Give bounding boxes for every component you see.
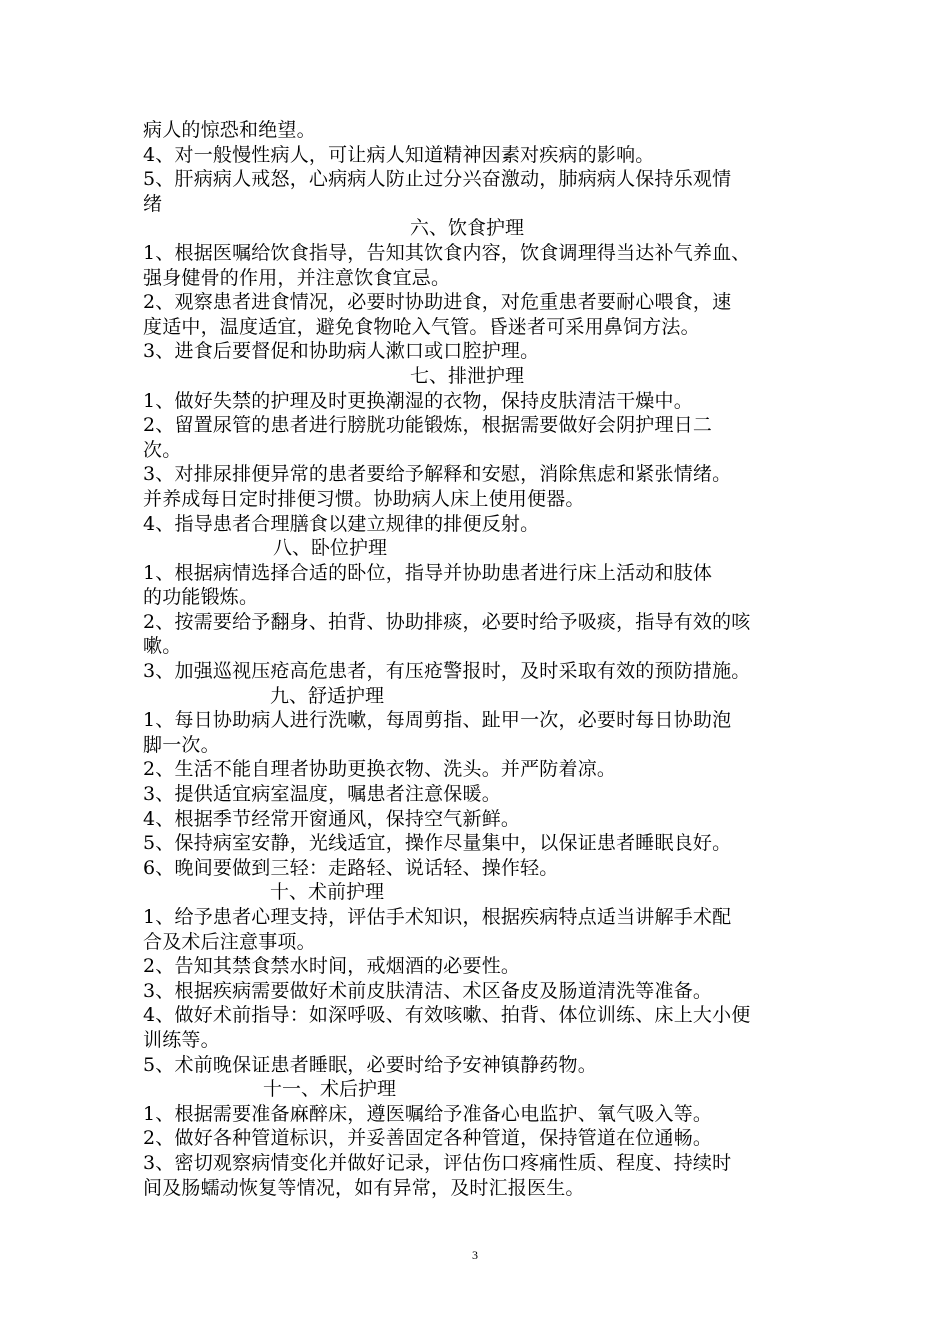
text-line: 2、生活不能自理者协助更换衣物、洗头。并严防着凉。 [143, 758, 617, 781]
text-line: 5、保持病室安静，光线适宜，操作尽量集中，以保证患者睡眠良好。 [143, 832, 732, 855]
text-line: 4、指导患者合理膳食以建立规律的排便反射。 [143, 512, 540, 535]
text-line: 3、提供适宜病室温度，嘱患者注意保暖。 [143, 783, 501, 806]
text-line: 度适中，温度适宜，避免食物呛入气管。昏迷者可采用鼻饲方法。 [143, 315, 700, 338]
text-line: 2、观察患者进食情况，必要时协助进食，对危重患者要耐心喂食，速 [143, 291, 732, 314]
section-heading: 十、术前护理 [270, 881, 385, 904]
text-line: 训练等。 [143, 1028, 220, 1051]
text-line: 1、做好失禁的护理及时更换潮湿的衣物，保持皮肤清洁干燥中。 [143, 389, 693, 412]
text-line: 1、根据需要准备麻醉床，遵医嘱给予准备心电监护、氧气吸入等。 [143, 1102, 713, 1125]
text-line: 次。 [143, 438, 182, 461]
text-line: 病人的惊恐和绝望。 [143, 119, 316, 141]
text-line: 绪 [143, 192, 163, 215]
text-line: 并养成每日定时排便习惯。协助病人床上使用便器。 [143, 487, 585, 510]
document-body [143, 118, 833, 1200]
text-line: 1、根据医嘱给饮食指导，告知其饮食内容，饮食调理得当达补气养血、 [143, 241, 751, 264]
text-line: 3、加强巡视压疮高危患者，有压疮警报时，及时采取有效的预防措施。 [143, 660, 751, 683]
section-heading: 六、饮食护理 [410, 217, 525, 240]
section-heading: 八、卧位护理 [273, 537, 388, 560]
text-line: 4、根据季节经常开窗通风，保持空气新鲜。 [143, 807, 521, 830]
text-line: 5、肝病病人戒怒，心病病人防止过分兴奋激动，肺病病人保持乐观情 [143, 168, 732, 191]
text-line: 3、进食后要督促和协助病人漱口或口腔护理。 [143, 340, 540, 363]
text-line: 脚一次。 [143, 733, 220, 756]
text-line: 4、对一般慢性病人，可让病人知道精神因素对疾病的影响。 [143, 143, 655, 166]
page-number: 3 [472, 1248, 478, 1262]
text-line: 2、留置尿管的患者进行膀胱功能锻炼，根据需要做好会阴护理日二 [143, 414, 713, 437]
text-line: 3、根据疾病需要做好术前皮肤清洁、术区备皮及肠道清洗等准备。 [143, 979, 713, 1002]
text-line: 2、做好各种管道标识，并妥善固定各种管道，保持管道在位通畅。 [143, 1127, 713, 1150]
text-line: 合及术后注意事项。 [143, 930, 316, 953]
text-line: 3、密切观察病情变化并做好记录，评估伤口疼痛性质、程度、持续时 [143, 1151, 732, 1174]
text-line: 1、给予患者心理支持，评估手术知识，根据疾病特点适当讲解手术配 [143, 906, 732, 928]
text-line: 2、告知其禁食禁水时间，戒烟酒的必要性。 [143, 955, 521, 978]
text-line: 5、术前晚保证患者睡眠，必要时给予安神镇静药物。 [143, 1053, 597, 1076]
text-line: 6、晚间要做到三轻：走路轻、说话轻、操作轻。 [143, 856, 559, 879]
section-heading: 十一、术后护理 [263, 1078, 397, 1101]
section-heading: 九、舒适护理 [270, 684, 385, 707]
text-line: 的功能锻炼。 [143, 586, 259, 609]
text-line: 嗽。 [143, 635, 182, 658]
text-line: 1、每日协助病人进行洗嗽，每周剪指、趾甲一次，必要时每日协助泡 [143, 709, 732, 732]
text-line: 强身健骨的作用，并注意饮食宜忌。 [143, 266, 451, 289]
text-line: 2、按需要给予翻身、拍背、协助排痰，必要时给予吸痰，指导有效的咳 [143, 610, 751, 633]
text-line: 1、根据病情选择合适的卧位，指导并协助患者进行床上活动和肢体 [143, 561, 713, 584]
section-heading: 七、排泄护理 [410, 364, 525, 387]
text-line: 3、对排尿排便异常的患者要给予解释和安慰，消除焦虑和紧张情绪。 [143, 463, 732, 486]
text-line: 间及肠蠕动恢复等情况，如有异常，及时汇报医生。 [143, 1176, 585, 1199]
text-line: 4、做好术前指导：如深呼吸、有效咳嗽、拍背、体位训练、床上大小便 [143, 1004, 751, 1027]
